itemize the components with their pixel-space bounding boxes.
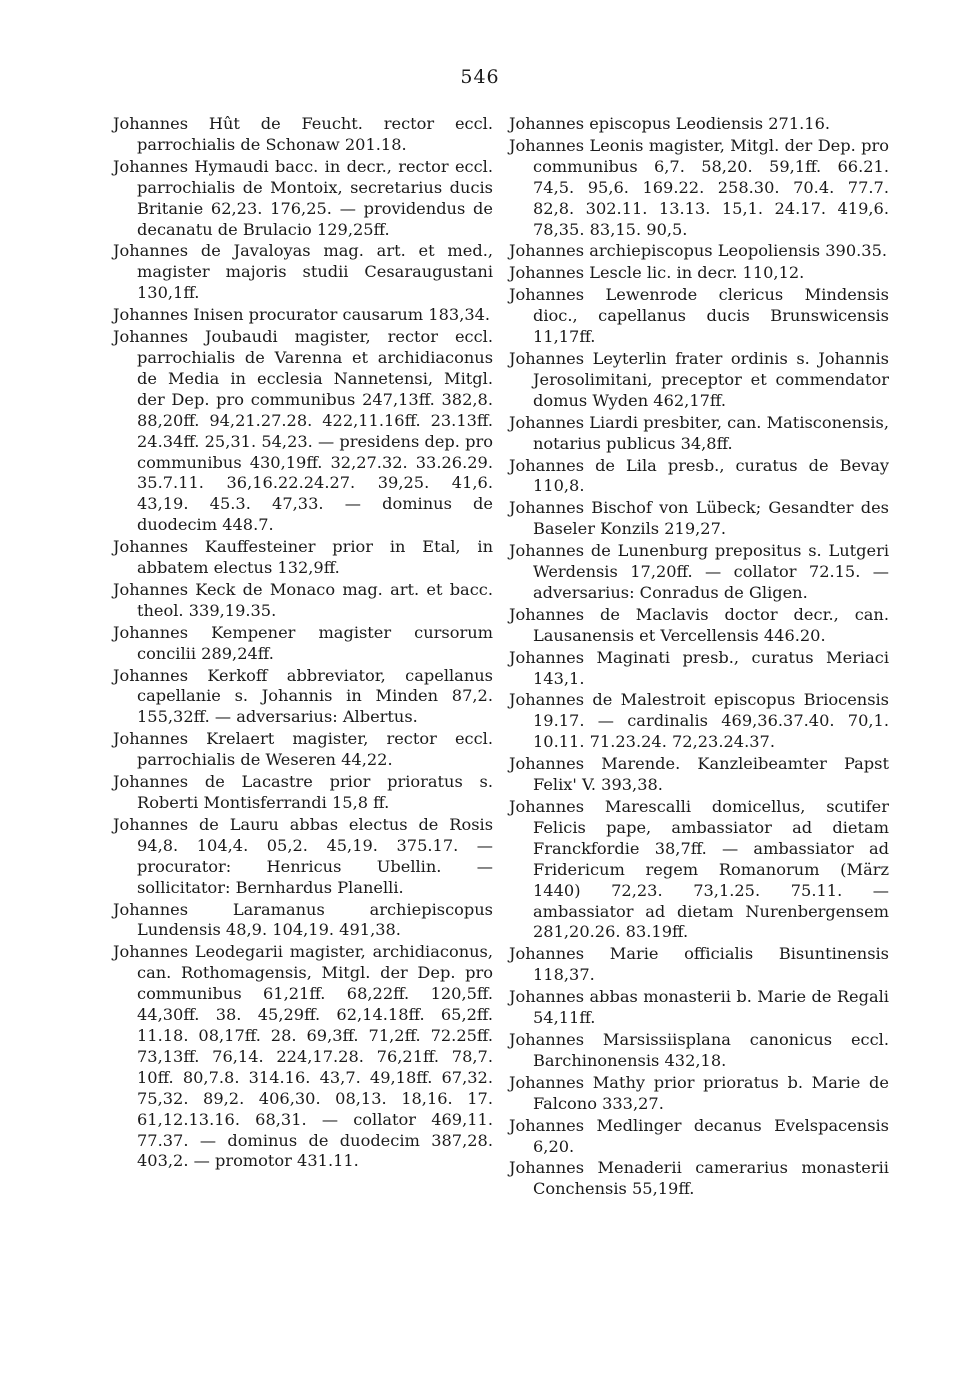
index-entry	[113, 305, 493, 326]
entry-text: magister, archidiaconus, can. Rothomagensis, Mitgl. der Dep. pro communibus 61,21ff. 68,22ff. 120,5ff. 44,30ff. 38. 45,29ff. 62,14.18ff. 65,2ff. 11.18. 08,17ff. 28. 69,3ff. 71,2ff. 72.25ff. 73,13ff. 76,14. 224,17.28. 76,21ff. 78,7. 10ff. 80,7.8. 314.16. 43,7. 49,18ff. 67,32. 75,32. 89,2. 406,30. 08,13. 18,16. 17. 61,12.13.16. 68,31. — collator 469,11. 77.37. — dominus de duodecim 387,28. 403,2. — promotor 431.11.	[137, 942, 493, 1171]
index-entry	[113, 942, 493, 1172]
index-entry	[509, 648, 889, 690]
index-entry	[509, 1158, 889, 1200]
entry-name: Johannes Inisen	[113, 305, 244, 325]
entry-text: bacc. in decr., rector eccl. parrochialis de Montoix, secretarius ducis Britanie 62,23. 176,25. — providendus de decanatu de Brulacio 129,25ff.	[137, 156, 493, 239]
entry-name: Johannes de Javaloyas	[113, 241, 311, 261]
index-entry	[509, 944, 889, 986]
entry-text: episcopus Briocensis 19.17. — cardinalis 469,36.37.40. 70,1. 10.11. 71.23.24. 72,23.24.37.	[533, 690, 889, 752]
entry-text: canonicus eccl. Barchinonensis 432,18.	[533, 1029, 889, 1070]
entry-name: Johannes Laramanus	[113, 899, 325, 919]
entry-name: Johannes	[509, 241, 585, 261]
entry-text: abbreviator, capellanus capellanie s. Johannis in Minden 87,2. 155,32ff. — adversarius: Albertus.	[137, 665, 493, 727]
entry-name: Johannes Marescalli	[509, 797, 691, 816]
entry-text: Gesandter des Baseler Konzils 219,27.	[533, 498, 889, 539]
index-entry	[113, 241, 493, 304]
entry-name: Johannes Liardi	[509, 412, 639, 432]
entry-text: doctor decr., can. Lausanensis et Vercellensis 446.20.	[533, 604, 890, 645]
index-entry	[509, 1116, 889, 1158]
index-entry	[509, 285, 889, 348]
entry-text: prior in Etal, in abbatem electus 132,9ff.	[137, 537, 493, 578]
entry-text: Kanzleibeamter Papst Felix' V. 393,38.	[533, 754, 889, 795]
left-column	[113, 114, 493, 1173]
index-entry	[509, 1030, 889, 1072]
page-number: 546	[460, 66, 500, 88]
index-entry	[509, 241, 889, 262]
index-entry	[509, 263, 889, 284]
index-entry	[509, 754, 889, 796]
entry-name: Johannes Kauffesteiner	[113, 537, 316, 557]
index-entry	[509, 498, 889, 540]
entry-name: Johannes Leonis	[509, 135, 644, 155]
entry-text: decanus Evelspacensis 6,20.	[533, 1115, 889, 1156]
index-entry	[509, 349, 889, 412]
entry-name: Johannes Keck	[113, 579, 236, 599]
index-entry	[509, 1073, 889, 1115]
index-entry	[113, 900, 493, 942]
index-entry	[509, 987, 889, 1029]
index-entry	[113, 729, 493, 771]
right-column	[509, 114, 889, 1201]
entry-name: Johannes de Maclavis	[509, 604, 709, 624]
entry-text: prepositus s. Lutgeri Werdensis 17,20ff. — collator 72.15. — adversarius: Conradus de Gligen.	[533, 541, 890, 602]
index-entry	[113, 815, 493, 899]
entry-name: Johannes Bischof von Lübeck;	[509, 498, 762, 518]
entry-name: Johannes Leyterlin	[509, 348, 667, 368]
entry-name: Johannes Leodegarii	[113, 942, 283, 962]
entry-name: Johannes Lewenrode	[509, 285, 698, 305]
entry-name: Johannes Kerkoff	[113, 665, 268, 685]
entry-text: episcopus Leodiensis 271.16.	[589, 114, 831, 133]
entry-name: Johannes Maginati	[509, 647, 670, 667]
entry-text: presb., curatus Meriaci 143,1.	[533, 647, 890, 688]
index-entry	[113, 666, 493, 729]
index-entry	[113, 327, 493, 536]
entry-name: Johannes Krelaert	[113, 729, 275, 749]
index-entry	[509, 413, 889, 455]
entry-name: Johannes de Lila	[509, 455, 657, 475]
entry-name: Johannes Menaderii	[509, 1158, 682, 1178]
index-entry	[509, 136, 889, 241]
entry-text: magister, Mitgl. der Dep. pro communibus 6,7. 58,20. 59,1ff. 66.21. 74,5. 95,6. 169.22. 258.30. 70.4. 77.7. 82,8. 302.11. 13.13. 15,1. 24.17. 419,6. 78,35. 83,15. 90,5.	[533, 135, 889, 239]
entry-text: prior prioratus b. Marie de Falcono 333,27.	[533, 1072, 889, 1113]
entry-name: Johannes de Lacastre	[113, 772, 313, 792]
index-entry	[113, 157, 493, 241]
index-entry	[113, 114, 493, 156]
entry-name: Johannes Kempener	[113, 622, 296, 642]
entry-text: magister, rector eccl. parrochialis de Weseren 44,22.	[137, 729, 493, 770]
entry-name: Johannes	[509, 114, 585, 133]
entry-name: Johannes Hymaudi	[113, 156, 269, 176]
entry-name: Johannes Mathy	[509, 1072, 646, 1092]
entry-text: de Monaco mag. art. et bacc. theol. 339,19.35.	[137, 579, 493, 620]
entry-name: Johannes Medlinger	[509, 1115, 682, 1135]
entry-text: domicellus, scutifer Felicis pape, ambassiator ad dietam Franckfordie 38,7ff. — ambassiator ad Fridericum regem Romanorum (März 1440) 72,23. 73,1.25. 75.11. — ambassiator ad dietam Nurenbergensem 281,20.26. 83.19ff.	[533, 797, 889, 942]
entry-text: rector eccl. parrochialis de Schonaw 201.18.	[137, 114, 493, 154]
entry-text: frater ordinis s. Johannis Jerosolimitani, preceptor et commendator domus Wyden 462,17ff.	[533, 348, 889, 410]
index-entry	[113, 580, 493, 622]
entry-text: clericus Mindensis dioc., capellanus ducis Brunswicensis 11,17ff.	[533, 285, 889, 347]
entry-name: Johannes Joubaudi	[113, 327, 278, 347]
entry-name: Johannes Marende.	[509, 754, 681, 774]
index-entry	[509, 605, 889, 647]
index-entry	[113, 772, 493, 814]
entry-text: camerarius monasterii Conchensis 55,19ff.	[533, 1158, 889, 1199]
entry-text: procurator causarum 183,34.	[248, 305, 491, 325]
entry-text: presbiter, can. Matisconensis, notarius publicus 34,8ff.	[533, 412, 889, 453]
index-entry	[509, 541, 889, 604]
entry-text: presb., curatus de Bevay 110,8.	[533, 455, 889, 496]
entry-text: magister cursorum concilii 289,24ff.	[137, 622, 493, 663]
index-entry	[113, 537, 493, 579]
entry-text: mag. art. et med., magister majoris studii Cesaraugustani 130,1ff.	[137, 241, 493, 303]
entry-name: Johannes de Lunenburg	[509, 541, 709, 561]
entry-text: abbas monasterii b. Marie de Regali 54,11ff.	[533, 987, 889, 1028]
entry-text: magister, rector eccl. parrochialis de Varenna et archidiaconus de Media in ecclesia Nannetensi, Mitgl. der Dep. pro communibus 247,13ff. 382,8. 88,20ff. 94,21.27.28. 422,11.16ff. 23.13ff. 24.34ff. 25,31. 54,23. — presidens dep. pro communibus 430,19ff. 32,27.32. 33.26.29. 35.7.11. 36,16.22.24.27. 39,25. 41,6. 43,19. 45.3. 47,33. — dominus de duodecim 448.7.	[137, 327, 493, 535]
entry-name: Johannes de Lauru	[113, 814, 279, 834]
entry-name: Johannes Marsissiisplana	[509, 1029, 731, 1049]
index-entry	[509, 690, 889, 753]
index-entry	[509, 797, 889, 943]
entry-text: prior prioratus s. Roberti Montisferrandi 15,8 ff.	[137, 772, 493, 812]
index-entry	[509, 114, 889, 135]
entry-name: Johannes Marie	[509, 944, 659, 964]
entry-name: Johannes Lescle	[509, 263, 642, 283]
entry-text: officialis Bisuntinensis 118,37.	[533, 944, 889, 985]
entry-text: abbas electus de Rosis 94,8. 104,4. 05,2. 45,19. 375.17. — procurator: Henricus Ubellin. — sollicitator: Bernhardus Planelli.	[137, 814, 494, 897]
entry-name: Johannes Hût de Feucht.	[113, 114, 363, 133]
entry-text: lic. in decr. 110,12.	[646, 263, 805, 283]
entry-name: Johannes	[509, 987, 585, 1007]
entry-text: archiepiscopus Lundensis 48,9. 104,19. 491,38.	[137, 899, 493, 940]
entry-name: Johannes de Malestroit	[509, 690, 706, 710]
entry-text: archiepiscopus Leopoliensis 390.35.	[589, 241, 888, 261]
index-entry	[113, 623, 493, 665]
index-entry	[509, 456, 889, 498]
